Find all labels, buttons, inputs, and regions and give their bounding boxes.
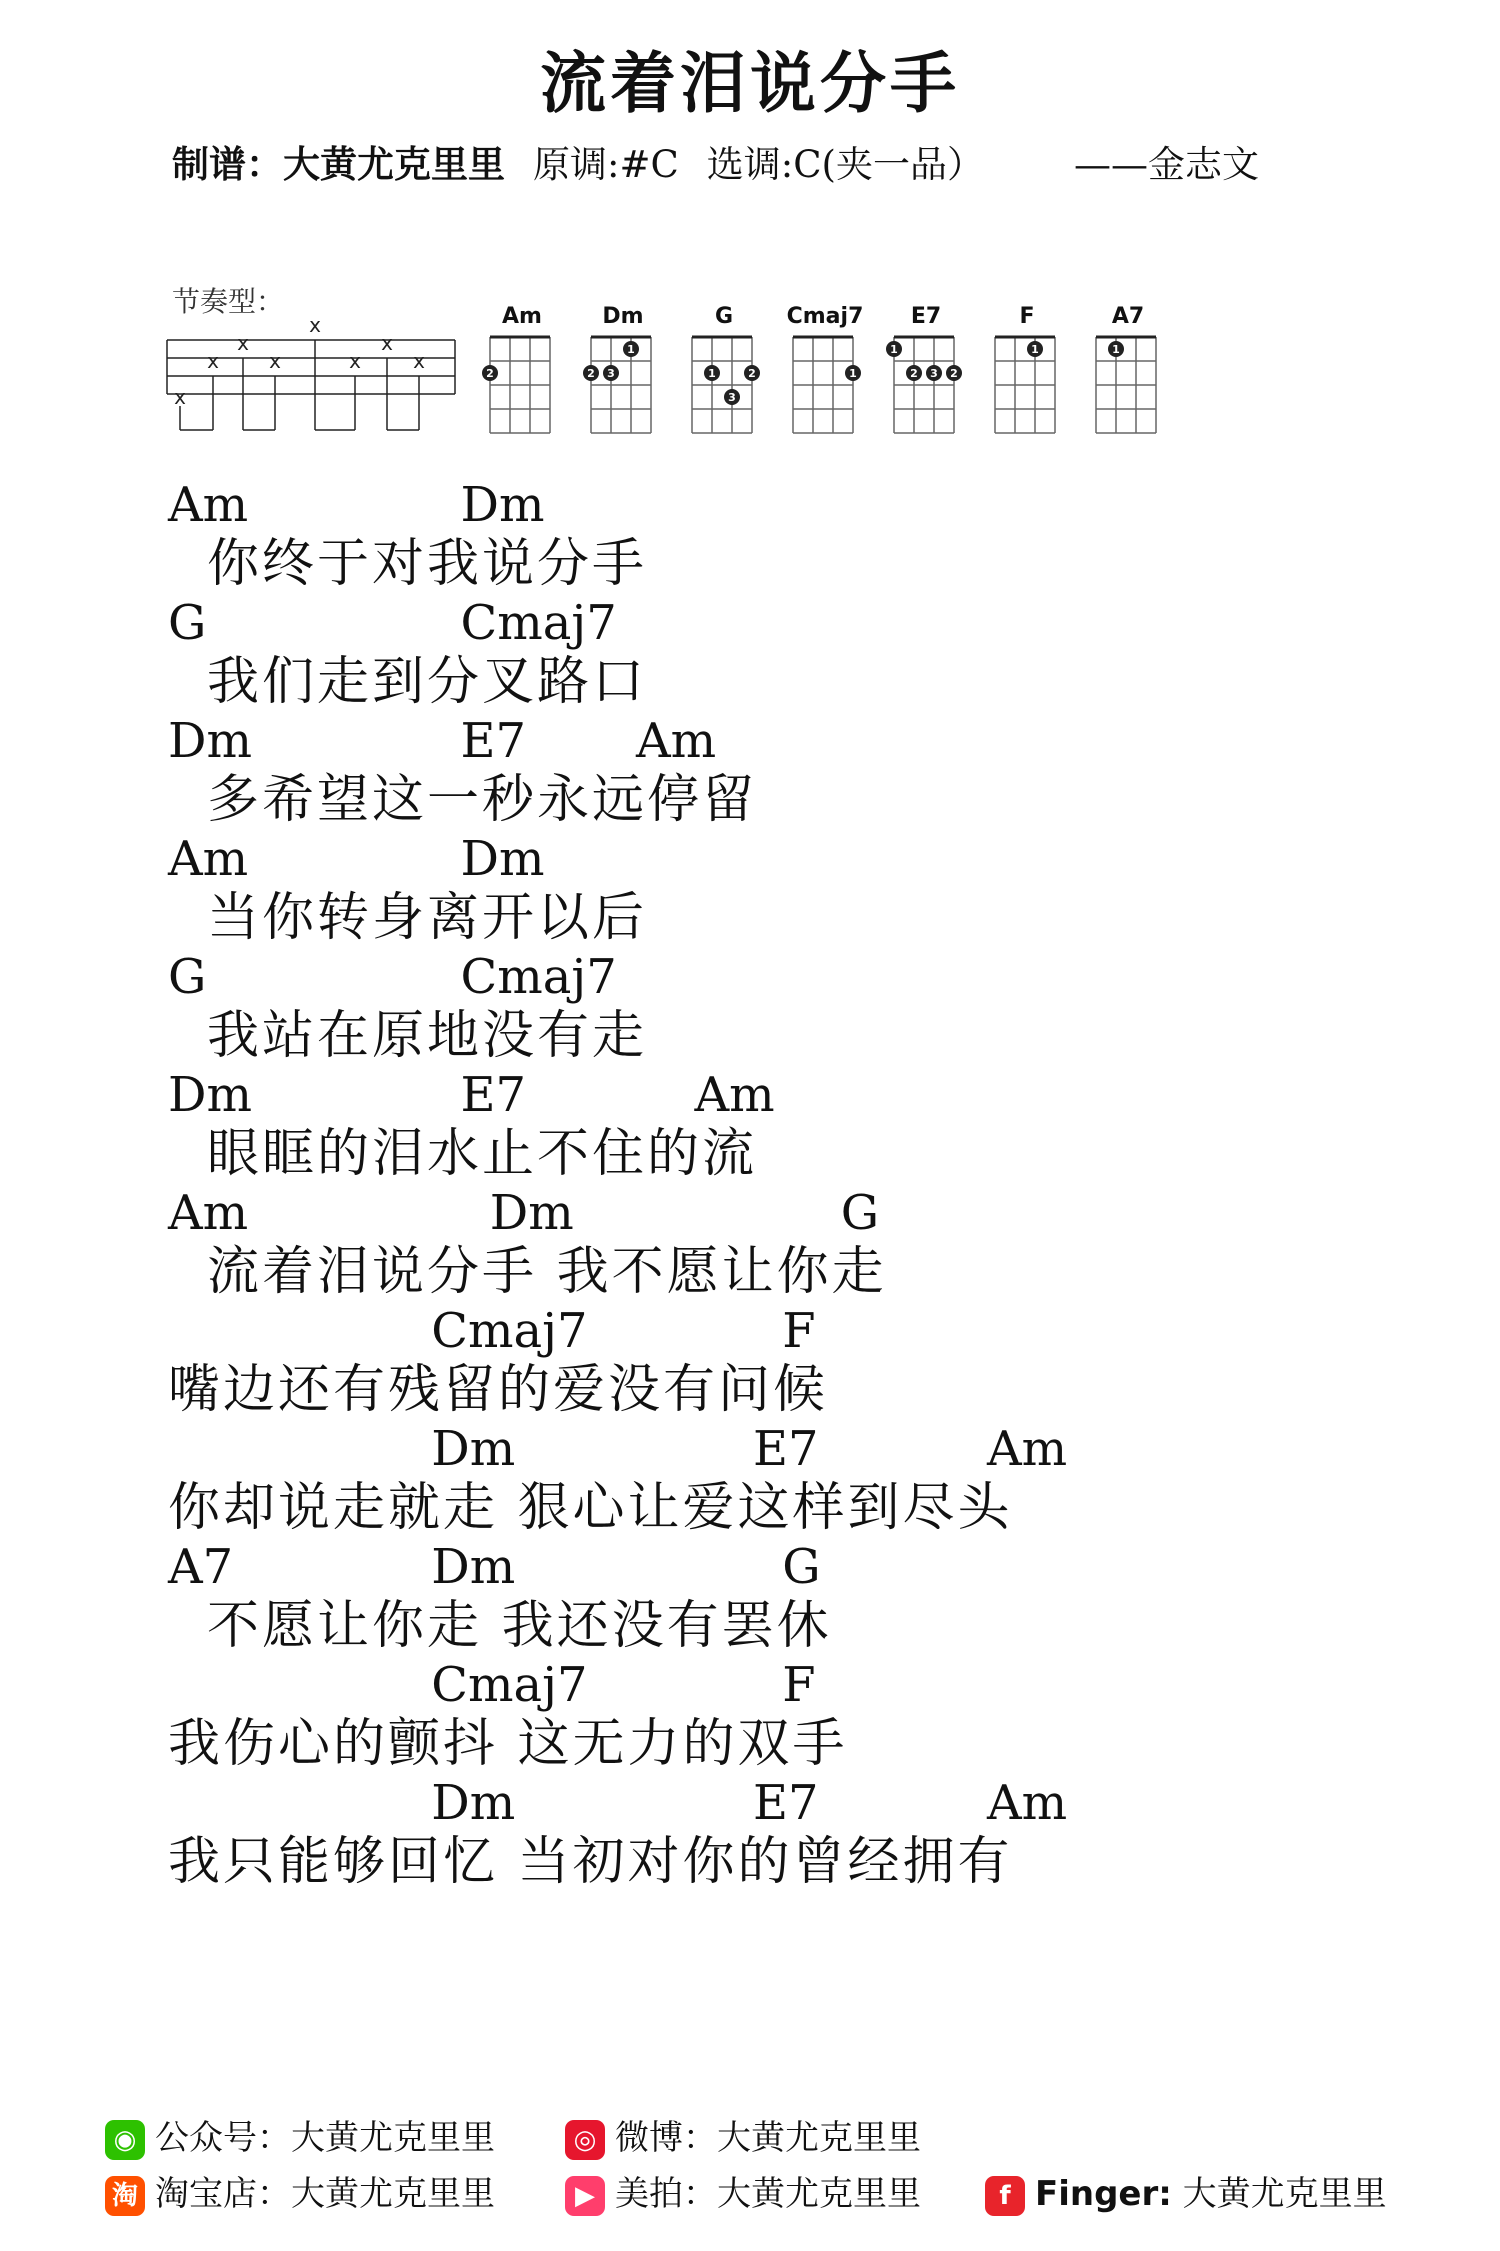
weibo-icon: ◎ xyxy=(565,2120,605,2160)
svg-text:x: x xyxy=(413,349,425,373)
chord-symbol: Cmaj7 xyxy=(460,595,617,651)
fretboard-grid xyxy=(785,331,865,437)
wechat-account[interactable] xyxy=(105,2110,495,2160)
wechat-icon: ◉ xyxy=(105,2120,145,2160)
finger-icon: f xyxy=(985,2176,1025,2216)
svg-text:2: 2 xyxy=(910,367,918,380)
chord-line xyxy=(168,476,1428,535)
chord-symbol: G xyxy=(168,595,207,651)
chord-diagram-am xyxy=(476,304,568,444)
song-title: 流着泪说分手 xyxy=(540,45,960,122)
meipai-account[interactable] xyxy=(565,2166,921,2216)
chord-line xyxy=(168,712,1428,771)
chord-symbol: E7 xyxy=(460,1067,527,1123)
chord-symbol: Dm xyxy=(431,1539,516,1595)
lyrics-sheet xyxy=(168,476,1428,1892)
fretboard-grid xyxy=(684,331,764,437)
meipai-icon: ▶ xyxy=(565,2176,605,2216)
chord-line xyxy=(168,1538,1428,1597)
chord-diagram-g xyxy=(678,304,770,444)
svg-text:x: x xyxy=(174,385,186,409)
chord-line xyxy=(168,1066,1428,1125)
arranger-credit: 制谱：大黄尤克里里 xyxy=(172,143,505,186)
svg-text:1: 1 xyxy=(1031,343,1039,356)
chord-symbol: F xyxy=(782,1657,816,1713)
svg-text:1: 1 xyxy=(708,367,716,380)
chord-line xyxy=(168,948,1428,1007)
finger-label: Finger: xyxy=(1035,2174,1172,2214)
finger-account[interactable] xyxy=(985,2166,1387,2216)
chord-symbol: F xyxy=(782,1303,816,1359)
finger-dot xyxy=(1108,341,1124,357)
chord-symbol: Dm xyxy=(489,1185,574,1241)
lyric-line: 我只能够回忆 当初对你的曾经拥有 xyxy=(168,1832,1013,1892)
chord-line xyxy=(168,1656,1428,1715)
finger-dot xyxy=(603,365,619,381)
chord-symbol: Am xyxy=(987,1775,1068,1831)
lyric-line: 我们走到分叉路口 xyxy=(168,652,648,712)
lyric-line: 你却说走就走 狠心让爱这样到尽头 xyxy=(168,1478,1013,1538)
svg-text:1: 1 xyxy=(1112,343,1120,356)
svg-text:3: 3 xyxy=(930,367,938,380)
lyric-line: 流着泪说分手 我不愿让你走 xyxy=(168,1242,887,1302)
finger-dot xyxy=(906,365,922,381)
chord-symbol: Dm xyxy=(431,1775,516,1831)
artist-name: ——金志文 xyxy=(1074,143,1259,186)
fretboard-grid xyxy=(482,331,562,437)
lyric-line: 不愿让你走 我还没有罢休 xyxy=(168,1596,832,1656)
finger-dot xyxy=(623,341,639,357)
finger-dot xyxy=(886,341,902,357)
chord-diagram-name: E7 xyxy=(910,304,942,329)
finger-dot xyxy=(704,365,720,381)
lyric-line: 我站在原地没有走 xyxy=(168,1006,648,1066)
chord-symbol: Am xyxy=(168,831,249,887)
svg-text:2: 2 xyxy=(587,367,595,380)
finger-value: 大黄尤克里里 xyxy=(1182,2174,1387,2214)
chord-symbol: E7 xyxy=(753,1775,819,1831)
song-meta xyxy=(172,134,1259,188)
chord-symbol: Dm xyxy=(168,1067,252,1123)
finger-dot xyxy=(946,365,962,381)
chord-line xyxy=(168,1302,1428,1361)
chord-symbol: Cmaj7 xyxy=(431,1657,588,1713)
chord-line xyxy=(168,1774,1428,1833)
chord-line xyxy=(168,1420,1428,1479)
rhythm-label: 节奏型： xyxy=(172,285,285,318)
chord-symbol: Dm xyxy=(431,1421,516,1477)
selected-key: 选调:C(夹一品） xyxy=(706,143,984,186)
chord-symbol: Am xyxy=(168,477,249,533)
svg-text:1: 1 xyxy=(849,367,857,380)
finger-dot xyxy=(1027,341,1043,357)
chord-symbol: Am xyxy=(694,1067,775,1123)
chord-diagram-cmaj7 xyxy=(779,304,871,444)
chord-diagram-name: A7 xyxy=(1111,304,1145,329)
chord-symbol: A7 xyxy=(168,1539,234,1595)
taobao-icon: 淘 xyxy=(105,2176,145,2216)
fretboard-grid xyxy=(1088,331,1168,437)
lyric-line: 多希望这一秒永远停留 xyxy=(168,770,758,830)
svg-text:3: 3 xyxy=(728,391,736,404)
chord-symbol: G xyxy=(168,949,207,1005)
chord-diagram-name: G xyxy=(714,304,734,329)
meipai-label: 美拍：大黄尤克里里 xyxy=(615,2174,921,2214)
chord-line xyxy=(168,830,1428,889)
chord-symbol: Dm xyxy=(460,477,545,533)
rhythm-pattern xyxy=(165,320,465,450)
finger-dot xyxy=(845,365,861,381)
chord-symbol: G xyxy=(840,1185,880,1241)
chord-symbol: Dm xyxy=(168,713,252,769)
chord-line xyxy=(168,1184,1428,1243)
chord-symbol: E7 xyxy=(753,1421,819,1477)
chord-diagram-e7 xyxy=(880,304,972,444)
finger-dot xyxy=(744,365,760,381)
svg-text:1: 1 xyxy=(890,343,898,356)
svg-text:2: 2 xyxy=(950,367,958,380)
fretboard-grid xyxy=(886,331,966,437)
taobao-label: 淘宝店：大黄尤克里里 xyxy=(155,2174,495,2214)
chord-symbol: G xyxy=(782,1539,821,1595)
svg-text:x: x xyxy=(269,349,281,373)
lyric-line: 嘴边还有残留的爱没有问候 xyxy=(168,1360,829,1420)
lyric-line: 眼眶的泪水止不住的流 xyxy=(168,1124,758,1184)
fretboard-grid xyxy=(987,331,1067,437)
wechat-label: 公众号：大黄尤克里里 xyxy=(155,2118,495,2158)
taobao-account[interactable] xyxy=(105,2166,495,2216)
svg-text:3: 3 xyxy=(607,367,615,380)
chord-symbol: Am xyxy=(987,1421,1068,1477)
chord-diagram-a7 xyxy=(1082,304,1174,444)
finger-dot xyxy=(724,389,740,405)
fretboard-grid xyxy=(583,331,663,437)
chord-symbol: Am xyxy=(168,1185,249,1241)
weibo-label: 微博：大黄尤克里里 xyxy=(615,2118,921,2158)
finger-dot xyxy=(482,365,498,381)
chord-line xyxy=(168,594,1428,653)
chord-symbol: Cmaj7 xyxy=(460,949,617,1005)
chord-diagram-name: F xyxy=(1019,304,1035,329)
svg-text:x: x xyxy=(381,331,393,355)
chord-diagram-name: Am xyxy=(502,304,542,329)
chord-diagram-f xyxy=(981,304,1073,444)
chord-symbol: Am xyxy=(636,713,717,769)
svg-text:x: x xyxy=(309,320,321,337)
original-key: 原调:#C xyxy=(533,143,679,186)
svg-text:1: 1 xyxy=(627,343,635,356)
chord-symbol: Cmaj7 xyxy=(431,1303,588,1359)
lyric-line: 你终于对我说分手 xyxy=(168,534,648,594)
chord-diagram-name: Cmaj7 xyxy=(786,304,864,329)
chord-symbol: Dm xyxy=(460,831,545,887)
lyric-line: 我伤心的颤抖 这无力的双手 xyxy=(168,1714,848,1774)
svg-text:x: x xyxy=(237,331,249,355)
svg-text:2: 2 xyxy=(486,367,494,380)
weibo-account[interactable] xyxy=(565,2110,921,2160)
chord-diagram-dm xyxy=(577,304,669,444)
svg-text:x: x xyxy=(349,349,361,373)
lyric-line: 当你转身离开以后 xyxy=(168,888,648,948)
chord-symbol: E7 xyxy=(460,713,527,769)
svg-text:2: 2 xyxy=(748,367,756,380)
finger-dot xyxy=(583,365,599,381)
chord-diagram-name: Dm xyxy=(602,304,644,329)
finger-dot xyxy=(926,365,942,381)
svg-text:x: x xyxy=(207,349,219,373)
